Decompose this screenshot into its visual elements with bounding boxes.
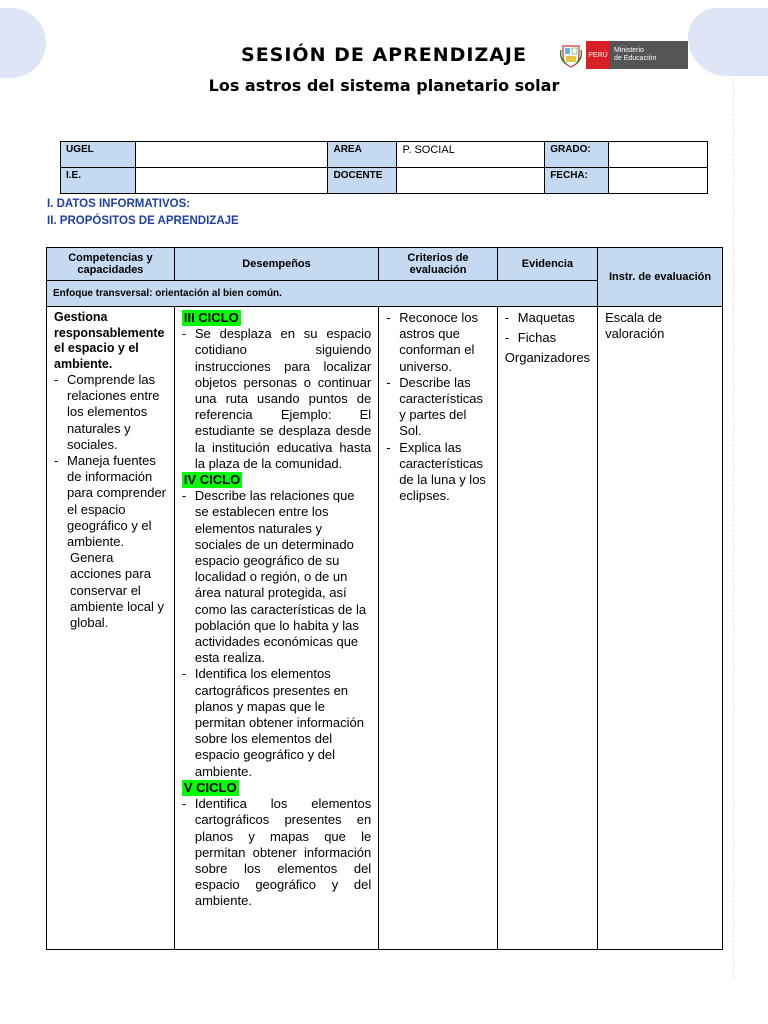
list-item: - Identifica los elementos cartográficos presentes en planos y mapas que le permitan obtener información sobre los elementos del espacio geográfico y del ambiente. bbox=[181, 796, 372, 909]
learning-purposes-table bbox=[46, 247, 723, 950]
fecha-value bbox=[609, 168, 708, 194]
list-item: - Reconoce los astros que conforman el universo. bbox=[386, 310, 478, 374]
page-title: SESIÓN DE APRENDIZAJE bbox=[241, 44, 527, 66]
ie-label: I.E. bbox=[61, 168, 136, 194]
grado-label: GRADO: bbox=[545, 142, 609, 168]
competencia-title: Gestiona responsablemente el espacio y el ambiente. bbox=[54, 310, 165, 371]
header-criterios: Criterios de evaluación bbox=[379, 248, 498, 281]
competencias-cell bbox=[47, 307, 175, 950]
ciclo-iv-label: IV CICLO bbox=[183, 472, 241, 488]
fecha-label: FECHA: bbox=[545, 168, 609, 194]
section-propositos: II. PROPÓSITOS DE APRENDIZAJE bbox=[47, 215, 239, 227]
evidencia-cell bbox=[497, 307, 597, 950]
list-item: - Explica las características de la luna y los eclipses. bbox=[386, 439, 486, 504]
header-evidencia: Evidencia bbox=[497, 248, 597, 281]
list-item: - Maneja fuentes de información para comprender el espacio geográfico y el ambiente. bbox=[54, 453, 166, 550]
grado-value bbox=[609, 142, 708, 168]
ciclo-v-label: V CICLO bbox=[183, 779, 237, 795]
area-label: AREA bbox=[328, 142, 397, 168]
info-table bbox=[60, 141, 708, 194]
list-item: - Maquetas bbox=[504, 310, 575, 325]
list-item: - Describe las relaciones que se establecen entre los elementos naturales y sociales de un determinado espacio geográfico de su localidad o región, o de un área natural protegida, así como las características de la población que lo habita y las actividades económicas que esta realiza. bbox=[181, 488, 367, 666]
ugel-value bbox=[135, 142, 328, 168]
area-value: P. SOCIAL bbox=[397, 142, 545, 168]
list-item: - Comprende las relaciones entre los elementos naturales y sociales. bbox=[54, 372, 160, 452]
list-item: - Se desplaza en su espacio cotidiano siguiendo instrucciones para localizar objetos personas o continuar una ruta usando puntos de referencia Ejemplo: El estudiante se desplaza desde la institución educativa hasta la plaza de la comunidad. bbox=[181, 326, 372, 471]
list-item: - Identifica los elementos cartográficos presentes en planos y mapas que le permitan obtener información sobre los elementos del espacio geográfico y del ambiente. bbox=[181, 666, 364, 779]
ie-value bbox=[135, 168, 328, 194]
decorative-dashed-line bbox=[733, 78, 734, 978]
coat-of-arms-icon bbox=[560, 42, 582, 68]
criterios-cell bbox=[379, 307, 498, 950]
header-competencias: Competencias y capacidades bbox=[47, 248, 175, 281]
desempenos-cell bbox=[174, 307, 378, 950]
list-item: - Describe las características y partes del Sol. bbox=[386, 374, 484, 439]
list-item: - Fichas bbox=[504, 330, 557, 346]
evidencia-extra: Organizadores bbox=[504, 350, 591, 366]
docente-value bbox=[397, 168, 545, 194]
instrumento-cell bbox=[598, 307, 723, 950]
peru-badge: PERÚ bbox=[586, 41, 610, 69]
docente-label: DOCENTE bbox=[328, 168, 397, 194]
enfoque-transversal: Enfoque transversal: orientación al bien común. bbox=[47, 281, 598, 307]
header-desempenos: Desempeños bbox=[174, 248, 378, 281]
ugel-label: UGEL bbox=[61, 142, 136, 168]
instrumento-value: Escala de valoración bbox=[605, 310, 665, 342]
section-datos-informativos: I. DATOS INFORMATIVOS: bbox=[47, 198, 191, 210]
decorative-corner-shape-left bbox=[0, 8, 46, 78]
ministry-label: Ministerio de Educación bbox=[610, 41, 688, 69]
competencia-extra: Genera acciones para conservar el ambiente local y global. bbox=[70, 550, 164, 631]
ministry-logo bbox=[560, 40, 688, 70]
ciclo-iii-label: III CICLO bbox=[183, 310, 239, 325]
header-instrumento: Instr. de evaluación bbox=[598, 248, 723, 307]
page-subtitle: Los astros del sistema planetario solar bbox=[208, 76, 560, 95]
